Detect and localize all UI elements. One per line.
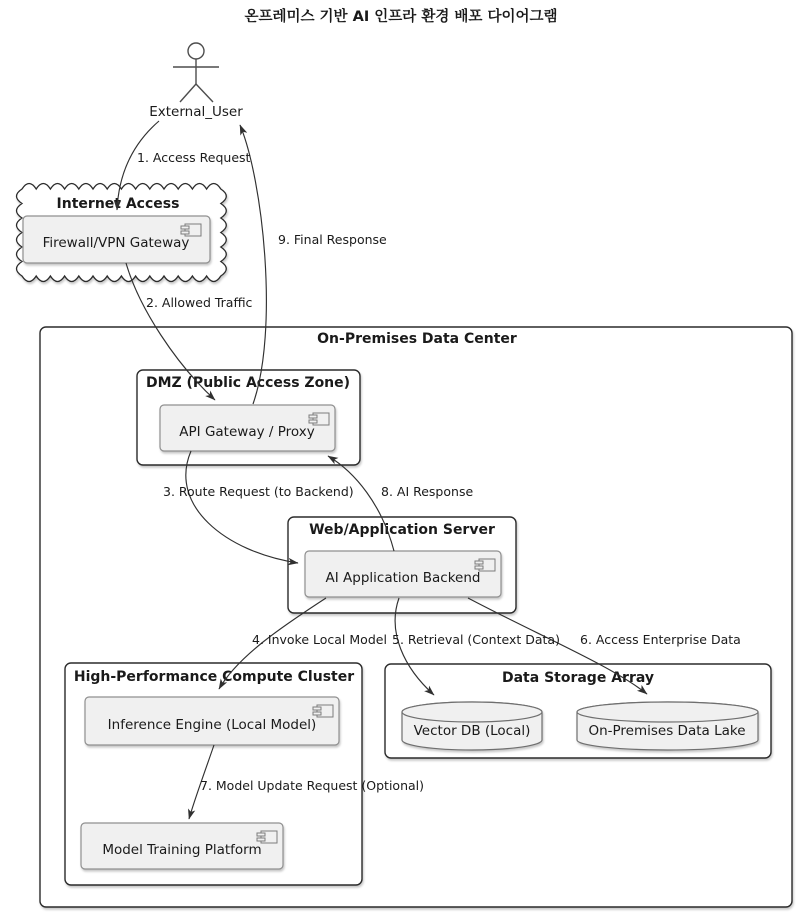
cloud-internet-access [17, 184, 227, 282]
database-data-lake [577, 702, 758, 750]
edge-label-9: 9. Final Response [278, 232, 387, 247]
data-storage-array-title: Data Storage Array [501, 670, 655, 686]
external-user-label: External_User [149, 104, 243, 120]
edge-label-2: 2. Allowed Traffic [146, 295, 253, 310]
node-data-storage-array [385, 664, 771, 758]
firewall-vpn-gateway-label: Firewall/VPN Gateway [42, 235, 190, 251]
component-model-training-platform [81, 823, 283, 869]
diagram-title: 온프레미스 기반 AI 인프라 환경 배포 다이어그램 [244, 9, 558, 25]
data-lake-label: On-Premises Data Lake [588, 723, 746, 739]
edge-label-5: 5. Retrieval (Context Data) [392, 632, 560, 647]
component-ai-application-backend [305, 551, 501, 597]
data-lake-top [577, 702, 758, 722]
node-dmz [137, 370, 360, 465]
api-gateway-proxy-label: API Gateway / Proxy [179, 424, 315, 440]
vector-db-top [402, 702, 542, 722]
actor-external-user [149, 43, 243, 120]
component-firewall-vpn-gateway [23, 216, 210, 263]
internet-access-title: Internet Access [56, 196, 180, 212]
vector-db-label: Vector DB (Local) [413, 723, 531, 739]
edge-label-3: 3. Route Request (to Backend) [163, 484, 354, 499]
edge-label-8: 8. AI Response [381, 484, 474, 499]
database-vector-db [402, 702, 542, 750]
component-inference-engine [85, 697, 339, 745]
on-premises-data-center-title: On-Premises Data Center [317, 331, 517, 347]
dmz-title: DMZ (Public Access Zone) [145, 375, 351, 391]
ai-application-backend-label: AI Application Backend [325, 570, 481, 586]
node-web-application-server [288, 517, 516, 613]
inference-engine-label: Inference Engine (Local Model) [107, 717, 317, 733]
node-hpc-cluster [65, 663, 362, 885]
component-api-gateway-proxy [160, 405, 335, 451]
edge-label-6: 6. Access Enterprise Data [580, 632, 741, 647]
actor-icon [173, 43, 219, 102]
model-training-platform-label: Model Training Platform [102, 842, 262, 858]
web-application-server-title: Web/Application Server [309, 522, 495, 538]
edge-label-7: 7. Model Update Request (Optional) [200, 778, 424, 793]
edge-label-1: 1. Access Request [137, 150, 251, 165]
edge-label-4: 4. Invoke Local Model [252, 632, 387, 647]
hpc-cluster-title: High-Performance Compute Cluster [73, 669, 355, 685]
